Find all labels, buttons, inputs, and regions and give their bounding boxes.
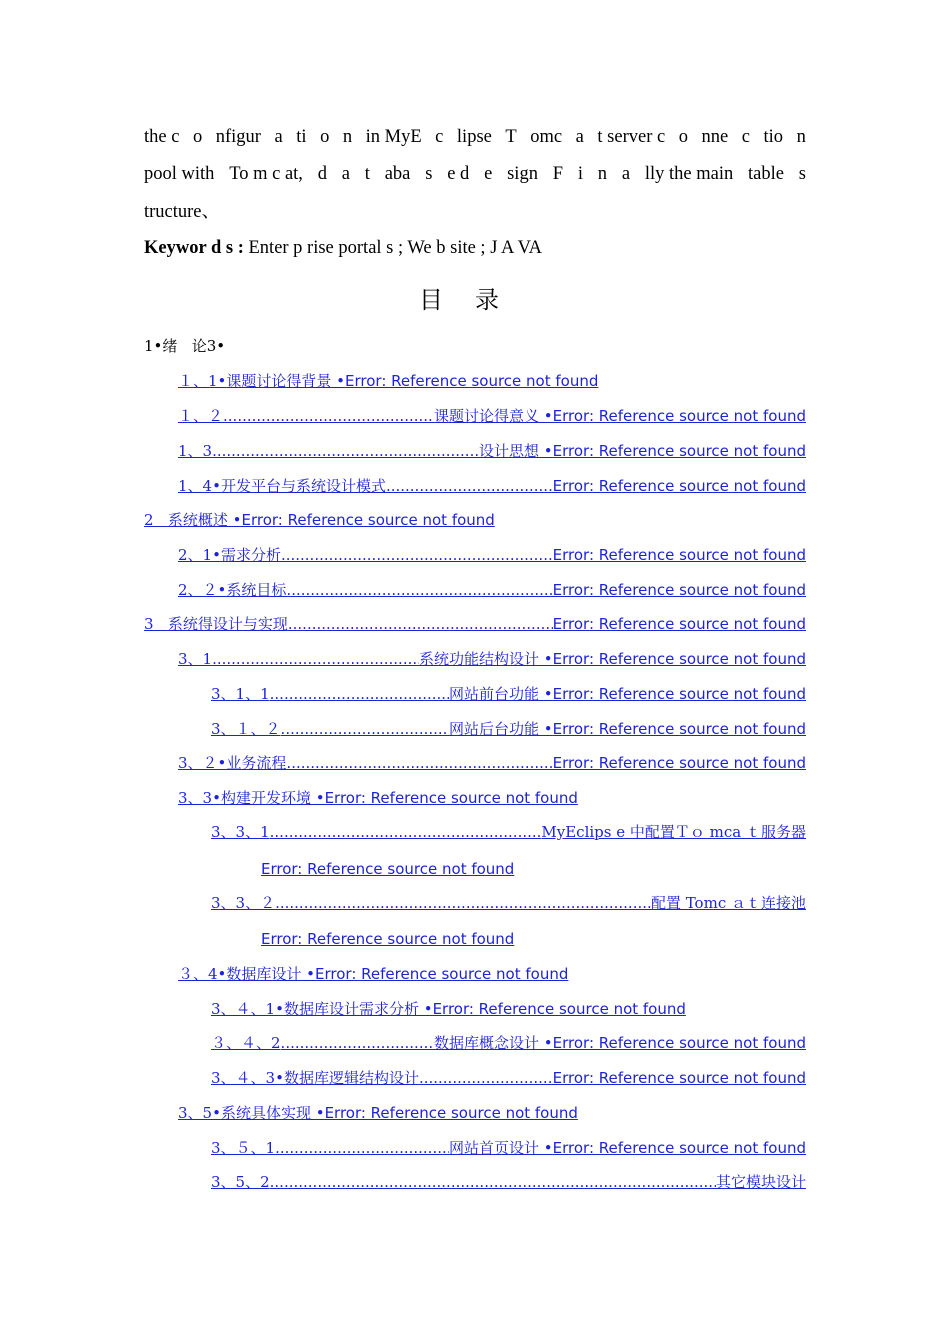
toc-title-text: 课题讨论得背景 • [226, 372, 346, 390]
toc-title-text: 数据库概念设计 • [434, 1034, 553, 1052]
toc-leader [281, 544, 553, 566]
toc-title-text: 数据库逻辑结构设计 [283, 1069, 419, 1087]
toc-title-text: 数据库设计 • [226, 965, 316, 983]
toc-entry-3-4-2[interactable] [211, 1032, 806, 1054]
toc-title-text: 系统功能结构设计 • [419, 650, 553, 668]
abstract-fragment: ti [296, 127, 307, 147]
toc-num: 3、3• [178, 789, 221, 807]
toc-entry-2-1[interactable] [178, 544, 806, 566]
toc-leader [286, 579, 552, 601]
toc-title-text: 网站后台功能 • [449, 720, 553, 738]
abstract-line-3: tructure、 [144, 202, 221, 222]
abstract-fragment: n [796, 127, 806, 147]
toc-num: 3 [144, 615, 168, 633]
toc-num: ３、４、2 [211, 1034, 281, 1052]
toc-leader [275, 892, 651, 914]
toc-entry-3-1-1[interactable] [211, 683, 806, 705]
toc-error-text: Error: Reference source not found [552, 442, 806, 460]
toc-error-text: Error: Reference source not found [552, 546, 806, 564]
abstract-fragment: c [435, 127, 444, 147]
abstract-fragment: o [320, 127, 330, 147]
toc-title-text: 网站首页设计 • [449, 1139, 553, 1157]
abstract-fragment: t [364, 164, 370, 184]
toc-num: 3、3、２ [211, 894, 276, 912]
abstract-fragment: c [741, 127, 750, 147]
toc-num: 3、２• [178, 754, 227, 772]
abstract-fragment: lipse [456, 127, 492, 147]
toc-leader [281, 1032, 434, 1054]
toc-num: 3、1、1 [211, 685, 270, 703]
toc-leader [212, 648, 419, 670]
toc-title-text: 系统目标 [226, 581, 287, 599]
toc-error-text: Error: Reference source not found [552, 650, 806, 668]
toc-leader [286, 752, 552, 774]
toc-entry-3-4-3[interactable] [211, 1067, 806, 1089]
toc-leader [270, 683, 449, 705]
toc-leader [223, 405, 434, 427]
toc-error-text: Error: Reference source not found [552, 754, 806, 772]
toc-error-text: Error: Reference source not found [552, 685, 806, 703]
toc-num: 2、２• [178, 581, 227, 599]
abstract-fragment: in MyE [365, 127, 422, 147]
toc-error-text: Error: Reference source not found [552, 477, 806, 495]
abstract-fragment: s [798, 164, 806, 184]
keywords-text: Enter p rise portal s ; We b site ; J A VA [243, 238, 542, 258]
toc-num: 3、１、２ [211, 720, 281, 738]
toc-error-text: Error: Reference source not found [324, 789, 578, 807]
toc-entry-3-5[interactable] [178, 1102, 578, 1124]
toc-num: １、２ [178, 407, 224, 425]
abstract-fragment: a [621, 164, 631, 184]
toc-title-text: 业务流程 [226, 754, 287, 772]
toc-error-text: Error: Reference source not found [552, 1069, 806, 1087]
toc-error-text: Error: Reference source not found [315, 965, 569, 983]
toc-num: 1、3 [178, 442, 213, 460]
abstract-line-2 [144, 162, 806, 186]
toc-error-text: Error: Reference source not found [552, 1139, 806, 1157]
abstract-fragment: tio [763, 127, 784, 147]
abstract-fragment: To m c at, [229, 164, 303, 184]
abstract-fragment: a [274, 127, 283, 147]
abstract-fragment: a [575, 127, 584, 147]
toc-entry-2[interactable] [144, 509, 495, 531]
toc-entry-1-3[interactable] [178, 440, 806, 462]
toc-entry-3-1[interactable] [178, 648, 806, 670]
toc-num: 3、５、1 [211, 1139, 276, 1157]
toc-leader [288, 613, 553, 635]
toc-entry-3-2[interactable] [178, 752, 806, 774]
toc-title-text: 配置 Tomc ａｔ连接池 [650, 894, 806, 912]
toc-leader [275, 1137, 449, 1159]
toc-error-text: Error: Reference source not found [345, 372, 599, 390]
toc-title-text: 设计思想 • [479, 442, 553, 460]
toc-num: 3、5、2 [211, 1173, 270, 1191]
abstract-fragment: s [425, 164, 433, 184]
toc-num: 3、４、1• [211, 1000, 284, 1018]
toc-entry-1-4[interactable] [178, 475, 806, 497]
abstract-fragment: d [317, 164, 327, 184]
toc-entry-3-3[interactable] [178, 787, 578, 809]
abstract-fragment: o [678, 127, 688, 147]
abstract-fragment: aba [384, 164, 411, 184]
abstract-fragment: nfigur [215, 127, 261, 147]
toc-num: 3、3、1 [211, 823, 270, 841]
toc-entry-1-2[interactable] [178, 405, 806, 427]
toc-title-text: 系统具体实现 • [220, 1104, 325, 1122]
abstract-fragment: sign [507, 164, 538, 184]
toc-num: 2、1• [178, 546, 221, 564]
toc-entry-3-4-1[interactable] [211, 998, 686, 1020]
abstract-fragment: n [342, 127, 353, 147]
toc-title-text: 课题讨论得意义 • [434, 407, 553, 425]
abstract-line-1 [144, 125, 806, 149]
toc-title-text: 其它模块设计 [715, 1173, 806, 1191]
toc-num: 3、４、3• [211, 1069, 284, 1087]
toc-error-text: Error: Reference source not found [552, 1034, 806, 1052]
toc-error-text: Error: Reference source not found [432, 1000, 686, 1018]
abstract-fragment: lly the main [644, 164, 734, 184]
toc-error-text: Error: Reference source not found [324, 1104, 578, 1122]
toc-title-text: 网站前台功能 • [449, 685, 553, 703]
toc-entry-3-3-2-error[interactable]: Error: Reference source not found [261, 930, 515, 948]
toc-title-text: 需求分析 [220, 546, 281, 564]
toc-leader [419, 1067, 553, 1089]
toc-num: 3、5• [178, 1104, 221, 1122]
toc-num: １、1• [178, 372, 227, 390]
toc-entry-3-3-1[interactable] [211, 821, 806, 843]
abstract-fragment: e [484, 164, 493, 184]
toc-chapter-1-heading: 1•绪 论3• [144, 337, 226, 355]
toc-entry-3-3-1-error[interactable]: Error: Reference source not found [261, 860, 515, 878]
toc-error-text: Error: Reference source not found [552, 581, 806, 599]
toc-num: 2 [144, 511, 168, 529]
abstract-fragment: o [192, 127, 203, 147]
toc-error-text: Error: Reference source not found [552, 720, 806, 738]
toc-error-text: Error: Reference source not found [241, 511, 495, 529]
abstract-fragment: t server c [597, 127, 666, 147]
toc-title-text: 构建开发环境 • [220, 789, 325, 807]
toc-error-text: Error: Reference source not found [552, 615, 806, 633]
abstract-fragment: the c [144, 127, 180, 147]
abstract-fragment: i [577, 164, 583, 184]
toc-entry-3-3-2[interactable] [211, 892, 806, 914]
abstract-fragment: table [748, 164, 784, 184]
toc-entry-3-5-2[interactable] [211, 1171, 806, 1193]
toc-title: 目录 [419, 286, 531, 314]
toc-leader [270, 821, 542, 843]
toc-title-text: 系统得设计与实现 [167, 615, 288, 633]
toc-entry-3-1-2[interactable] [211, 718, 806, 740]
toc-entry-3[interactable] [144, 613, 806, 635]
toc-num: ３、4• [178, 965, 227, 983]
toc-leader [386, 475, 553, 497]
abstract-fragment: omc [530, 127, 563, 147]
toc-entry-3-5-1[interactable] [211, 1137, 806, 1159]
toc-title-text: MyEclips e 中配置Ｔｏ mca ｔ服务器 [541, 823, 806, 841]
keywords-label: Keywor d s : [144, 238, 244, 258]
toc-error-text: Error: Reference source not found [552, 407, 806, 425]
toc-leader [270, 1171, 716, 1193]
toc-entry-3-4[interactable] [178, 963, 568, 985]
toc-title-text: 系统概述 • [167, 511, 242, 529]
abstract-fragment: e d [447, 164, 470, 184]
abstract-fragment: pool with [144, 164, 215, 184]
toc-leader [212, 440, 479, 462]
toc-num: 1、4• [178, 477, 221, 495]
toc-title-text: 数据库设计需求分析 • [283, 1000, 433, 1018]
keywords-line [144, 236, 806, 260]
abstract-fragment: a [341, 164, 350, 184]
toc-title-text: 开发平台与系统设计模式 [220, 477, 386, 495]
toc-leader [281, 718, 449, 740]
toc-entry-2-2[interactable] [178, 579, 806, 601]
abstract-fragment: n [597, 164, 608, 184]
toc-entry-1-1[interactable] [178, 370, 598, 392]
toc-num: 3、1 [178, 650, 213, 668]
abstract-fragment: nne [701, 127, 729, 147]
abstract-fragment: F [552, 164, 564, 184]
abstract-fragment: T [505, 127, 517, 147]
